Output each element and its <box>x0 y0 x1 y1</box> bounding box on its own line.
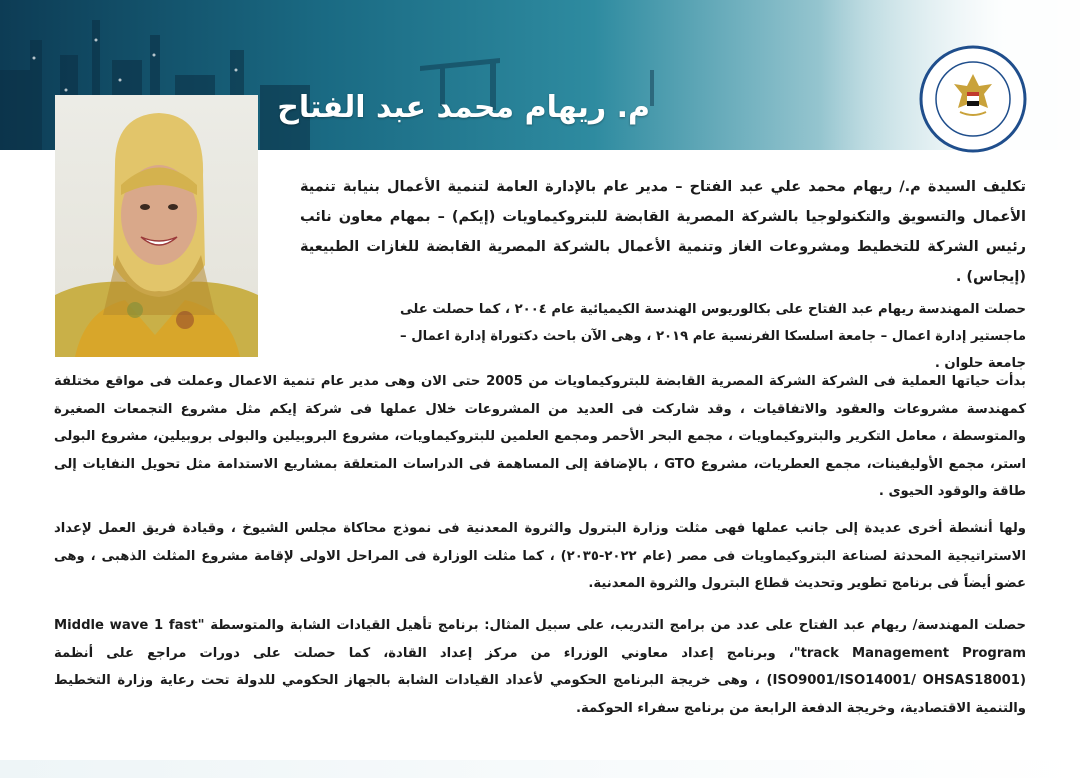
portrait-illustration <box>55 95 258 357</box>
paragraph-activities: ولها أنشطة أخرى عديدة إلى جانب عملها فهى مثلت وزارة البترول والثروة المعدنية فى نموذج محاكاة مجلس الشيوخ ، وقيادة فريق العمل لإعداد الاستراتيجية المحدثة لصناعة البتروكيماويات فى مصر (عام ٢٠٢٢-٢٠٣٥) ، كما مثلت الوزارة فى المراحل الاولى لإقامة مشروع المثلث الذهبى ، وهى عضو أيضاً فى برنامج تطوير وتحديث قطاع البترول والثروة المعدنية. <box>54 521 1026 591</box>
paragraph-career: بدأت حياتها العملية فى الشركة الشركة المصرية القابضة للبتروكيماويات من 2005 حتى الان وهى مدير عام تنمية الاعمال وعملت فى مواقع مختلفة كمهندسة مشروعات والعقود والاتفاقيات ، وقد شاركت فى العديد من المشروعات خلال عملها فى شركة إيكم مثل مشروع التجمعات الصغيرة والمتوسطة ، معامل التكرير والبتروكيماويات ، مجمع البحر الأحمر ومجمع العلمين للبتروكيماويات، مشروع البروبيلين والبولى بروبيلين، مشروع البولى استر، مجمع الأوليفينات، مجمع العطريات، مشروع GTO ، بالإضافة إلى المساهمة فى الدراسات المتعلقة بمشاريع الاستدامة مثل تحويل النفايات إلى طاقة والوقود الحيوى . <box>54 374 1026 499</box>
paragraph-education: حصلت المهندسة ريهام عبد الفتاح على بكالوريوس الهندسة الكيميائية عام ٢٠٠٤ ، كما حصلت على ماجستير إدارة اعمال – جامعة اسلسكا الفرنسية عام ٢٠١٩ ، وهى الآن باحث دكتوراة إدارة اعمال – جامعة حلوان . <box>400 302 1026 371</box>
footer-band <box>0 760 1080 778</box>
portrait-photo <box>55 95 258 357</box>
paragraph-assignment: تكليف السيدة م./ ريهام محمد علي عبد الفتاح – مدير عام بالإدارة العامة لتنمية الأعمال بنيابة تنمية الأعمال والتسويق والتكنولوجيا بالشركة المصرية القابضة للبتروكيماويات (إيكم) – بمهام معاون نائب رئيس الشركة للتخطيط ومشروعات الغاز وتنمية الأعمال بالشركة المصرية القابضة للغازات الطبيعية (إيجاس) . <box>300 179 1026 285</box>
page-title: م. ريهام محمد عبد الفتاح <box>277 90 650 125</box>
ministry-logo <box>918 44 1028 154</box>
paragraph-training: حصلت المهندسة/ ريهام عبد الفتاح على عدد من برامج التدريب، على سبيل المثال: برنامج تأهيل القيادات الشابة والمتوسطة "Middle wave 1 fast track Management Program"، وبرنامج إعداد معاوني الوزراء من مركز إعداد القادة، كما حصلت على دورات مراجع على أنظمة (ISO9001/ISO14001/ OHSAS18001) ، وهى خريجة البرنامج الحكومي لأعداد القيادات الشابة بالجهاز الحكومي للدولة تحت رعاية وزارة التخطيط والتنمية الاقتصادية، وخريجة الدفعة الرابعة من برنامج سفراء الحوكمة. <box>54 618 1026 716</box>
ministry-eagle-seal-icon <box>918 44 1028 154</box>
